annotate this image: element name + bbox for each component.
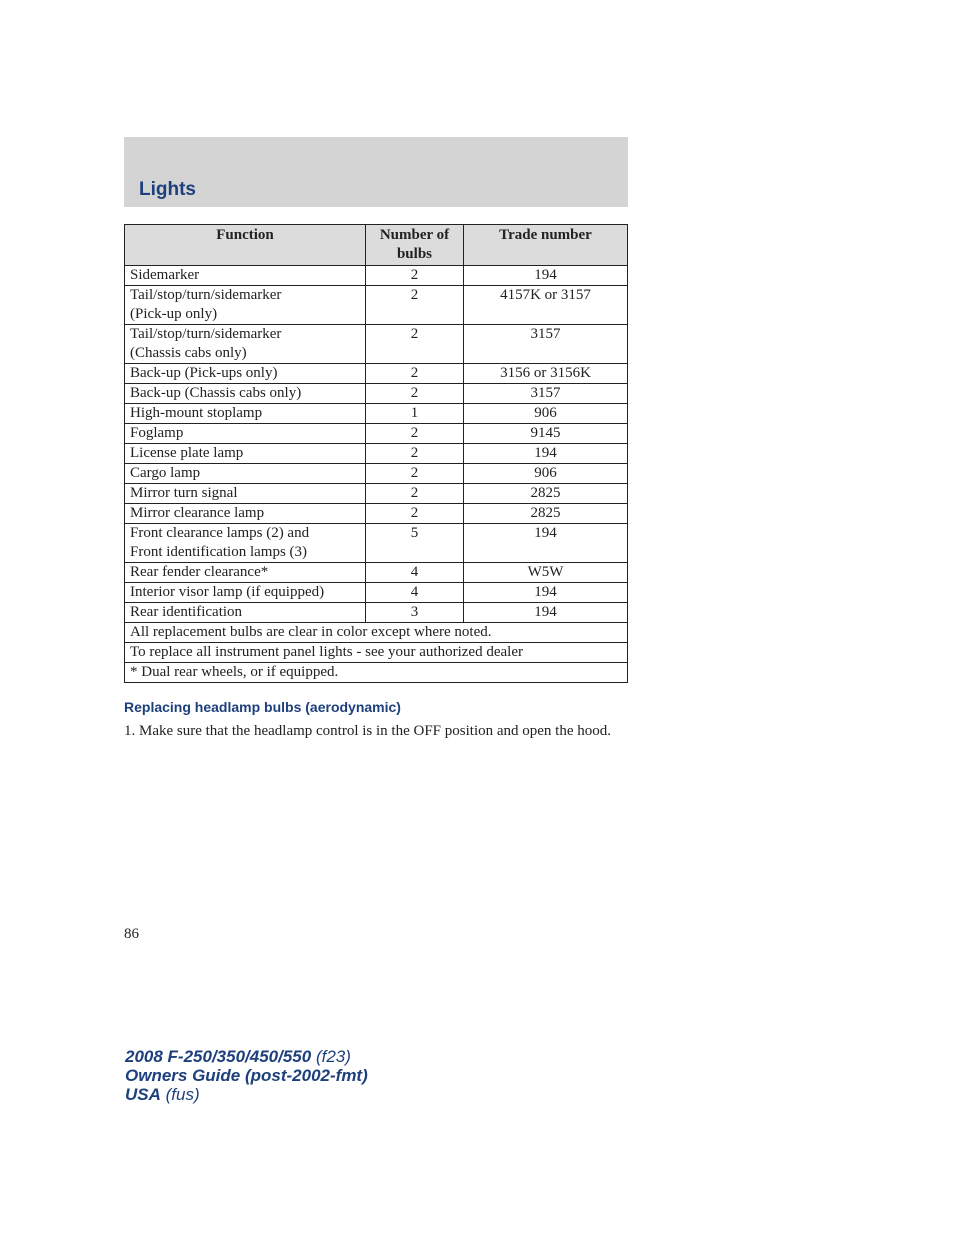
cell-number-of-bulbs: 1 — [366, 404, 464, 424]
function-text: License plate lamp — [130, 445, 244, 461]
cell-number-of-bulbs: 2 — [366, 424, 464, 444]
cell-function — [125, 484, 366, 504]
cell-trade-number: W5W — [464, 563, 628, 583]
cell-function — [125, 563, 366, 583]
cell-number-of-bulbs: 2 — [366, 286, 464, 325]
cell-number-of-bulbs: 2 — [366, 384, 464, 404]
table-note-row — [125, 643, 628, 663]
table-row — [125, 384, 628, 404]
table-note-row — [125, 663, 628, 683]
cell-trade-number: 3157 — [464, 325, 628, 364]
cell-number-of-bulbs: 2 — [366, 364, 464, 384]
cell-function — [125, 325, 366, 364]
function-text: Interior visor lamp (if equipped) — [130, 584, 325, 600]
cell-number-of-bulbs: 4 — [366, 583, 464, 603]
function-text: Rear fender clearance* — [130, 564, 269, 580]
function-text: Tail/stop/turn/sidemarker — [130, 287, 282, 303]
cell-number-of-bulbs: 3 — [366, 603, 464, 623]
table-note: * Dual rear wheels, or if equipped. — [125, 663, 628, 683]
table-header-row — [125, 225, 628, 266]
cell-number-of-bulbs: 4 — [366, 563, 464, 583]
section-heading: Replacing headlamp bulbs (aerodynamic) — [124, 699, 401, 715]
function-text: Front clearance lamps (2) and — [130, 525, 310, 541]
footer-line-1: 2008 F-250/350/450/550 (f23) — [125, 1047, 351, 1066]
cell-trade-number: 4157K or 3157 — [464, 286, 628, 325]
function-text: Mirror turn signal — [130, 485, 238, 501]
cell-trade-number: 906 — [464, 464, 628, 484]
footer-line-3: USA (fus) — [125, 1085, 200, 1104]
function-text: Cargo lamp — [130, 465, 201, 481]
function-text: Sidemarker — [130, 267, 200, 283]
table-note: To replace all instrument panel lights - see your authorized dealer — [125, 643, 628, 663]
cell-function — [125, 583, 366, 603]
cell-trade-number: 9145 — [464, 424, 628, 444]
cell-number-of-bulbs: 2 — [366, 444, 464, 464]
table-row — [125, 603, 628, 623]
column-header-function: Function — [125, 225, 366, 266]
cell-trade-number: 194 — [464, 524, 628, 563]
table-note: All replacement bulbs are clear in color except where noted. — [125, 623, 628, 643]
function-text: Back-up (Pick-ups only) — [130, 365, 278, 381]
cell-number-of-bulbs: 2 — [366, 266, 464, 286]
table-row — [125, 266, 628, 286]
cell-function — [125, 404, 366, 424]
cell-function — [125, 384, 366, 404]
table-row — [125, 286, 628, 325]
function-text: Back-up (Chassis cabs only) — [130, 385, 302, 401]
column-header-number-of-bulbs: Number of bulbs — [366, 225, 464, 266]
cell-function — [125, 266, 366, 286]
table-row — [125, 563, 628, 583]
cell-number-of-bulbs: 2 — [366, 464, 464, 484]
function-text: High-mount stoplamp — [130, 405, 263, 421]
table-row — [125, 464, 628, 484]
table-row — [125, 325, 628, 364]
instruction-step-1: 1. Make sure that the headlamp control is in the OFF position and open the hood. — [124, 723, 612, 739]
table-row — [125, 484, 628, 504]
cell-function — [125, 286, 366, 325]
function-text: Foglamp — [130, 425, 184, 441]
cell-function — [125, 464, 366, 484]
cell-function — [125, 504, 366, 524]
cell-function — [125, 364, 366, 384]
function-text-line-2: (Chassis cabs only) — [130, 345, 247, 361]
cell-function — [125, 424, 366, 444]
cell-trade-number: 906 — [464, 404, 628, 424]
table-row — [125, 404, 628, 424]
table-row — [125, 504, 628, 524]
table-row — [125, 364, 628, 384]
table-row — [125, 583, 628, 603]
document-footer — [125, 1047, 368, 1104]
cell-number-of-bulbs: 5 — [366, 524, 464, 563]
cell-number-of-bulbs: 2 — [366, 504, 464, 524]
cell-trade-number: 194 — [464, 266, 628, 286]
cell-trade-number: 2825 — [464, 504, 628, 524]
cell-trade-number: 194 — [464, 583, 628, 603]
function-text: Tail/stop/turn/sidemarker — [130, 326, 282, 342]
page-number: 86 — [124, 926, 139, 942]
function-text-line-2: Front identification lamps (3) — [130, 544, 308, 560]
table-row — [125, 424, 628, 444]
cell-trade-number: 3157 — [464, 384, 628, 404]
bulb-specification-table — [124, 224, 628, 683]
function-text: Rear identification — [130, 604, 243, 620]
cell-function — [125, 603, 366, 623]
cell-number-of-bulbs: 2 — [366, 484, 464, 504]
table-row — [125, 444, 628, 464]
column-header-trade-number: Trade number — [464, 225, 628, 266]
table-note-row — [125, 623, 628, 643]
section-title: Lights — [139, 179, 196, 200]
footer-line-2: Owners Guide (post-2002-fmt) — [125, 1066, 368, 1085]
function-text-line-2: (Pick-up only) — [130, 306, 218, 322]
cell-trade-number: 194 — [464, 603, 628, 623]
cell-function — [125, 444, 366, 464]
table-row — [125, 524, 628, 563]
cell-trade-number: 194 — [464, 444, 628, 464]
cell-number-of-bulbs: 2 — [366, 325, 464, 364]
cell-trade-number: 2825 — [464, 484, 628, 504]
section-header-band — [124, 137, 628, 207]
function-text: Mirror clearance lamp — [130, 505, 265, 521]
cell-trade-number: 3156 or 3156K — [464, 364, 628, 384]
cell-function — [125, 524, 366, 563]
